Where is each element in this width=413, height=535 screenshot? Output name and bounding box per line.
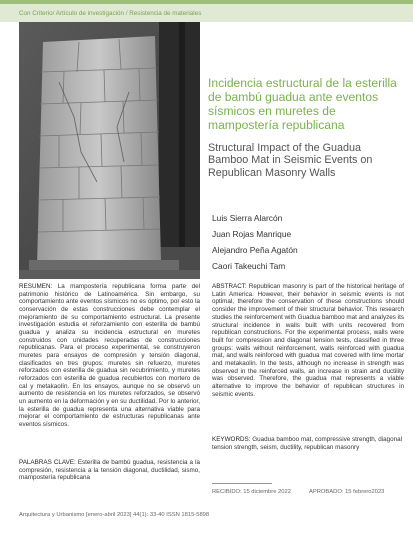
title-english: Structural Impact of the Guadua Bamboo Mat in Seismic Events on Republican Masonry Walls [208, 142, 373, 179]
author: Juan Rojas Manrique [212, 229, 292, 239]
author: Caori Takeuchi Tam [212, 261, 286, 271]
author-list [212, 210, 298, 274]
keywords-label: KEYWORDS: [212, 436, 251, 443]
breadcrumb: Con Criterio/ Artículo de investigación / Resistencia de materiales [19, 10, 202, 17]
keywords-label: PALABRAS CLAVE: [19, 459, 76, 466]
keywords-text: Esterilla de bambú guadua, resistencia a la compresión, resistencia a la tensión diagonal, ductilidad, sismo, mampostería republicana [19, 459, 200, 482]
author: Alejandro Peña Agatón [212, 245, 298, 255]
keywords-spanish [19, 459, 200, 482]
abstract-text: La mampostería republicana forma parte del patrimonio histórico de Latinoamérica. Sin embargo, su comportamiento ante eventos sísmicos no es óptimo, por esto la conservación de estas construcciones debe contemplar el mejoramiento de su comportamiento estructural. La presente investigación estudia el reforzamiento con esterilla de bambú guadua y analiza su incidencia estructural en muretes construidos con unidades recuperadas de construcciones republicanas. Para el proceso experimental, se construyeron muretes para ensayos de compresión y tensión diagonal, clasificados en tres grupos: muretes sin refuerzo, muretes reforzados con esterilla de guadua sin recubrimiento, y muretes reforzados con esterilla de guadua recubiertos con mortero de cal y metakaolín. En los ensayos, aunque no se observó un aumento de resistencia en los muretes reforzados, se observó un aumento en la deformación y en su ductilidad. Por lo anterior, la esterilla de guadua representa una alternativa viable para mejorar el comportamiento de estructuras republicanas ante eventos sísmicos. [19, 283, 201, 428]
header-accent-line [0, 0, 413, 4]
keywords-text: Guadua bamboo mat, compressive strength, diagonal tension strength, seism, ductility, republican masonry [212, 436, 403, 451]
divider [212, 483, 272, 484]
title-spanish: Incidencia estructural de la esterilla de bambú guadua ante eventos sísmicos en muretes de mampostería republicana [208, 76, 397, 132]
title-block [208, 76, 404, 179]
abstract-label: ABSTRACT: [212, 283, 247, 290]
approved-date: APROBADO: 15 febrero2023 [309, 489, 385, 495]
received-date: RECIBIDO: 15 diciembre 2022 [212, 489, 291, 495]
abstract-english [212, 283, 404, 399]
abstract-spanish [19, 283, 200, 428]
header-band [0, 0, 413, 22]
abstract-label: RESUMEN: [19, 283, 53, 290]
masonry-wall-photo [19, 22, 200, 279]
abstract-text: Republican masonry is part of the historical heritage of Latin America. However, their behavior in seismic events is not optimal, therefore the conservation of these constructions should consider the improvement of their structural behavior. This research studies the reinforcement with Guadua bamboo mat and analyzes its structural incidence in walls built with units recovered from republican constructions. For the experimental process, walls were built for compression and diagonal tension tests, classified in three groups: walls without reinforcement, walls reinforced with guadua mat, and walls reinforced with guadua mat covered with lime mortar and metakaolin. In the tests, although no increase in strength was observed in the reinforced walls, an increase in strain and ductility was observed. Therefore, the guadua mat represents a viable alternative to improve the behavior of republican structures in seismic events. [212, 283, 405, 398]
journal-footer: Arquitectura y Urbanismo [enero-abril 2023] 44(1): 33-40 ISSN 1815-5898 [19, 512, 210, 518]
keywords-english [212, 436, 404, 451]
author: Luis Sierra Alarcón [212, 213, 283, 223]
